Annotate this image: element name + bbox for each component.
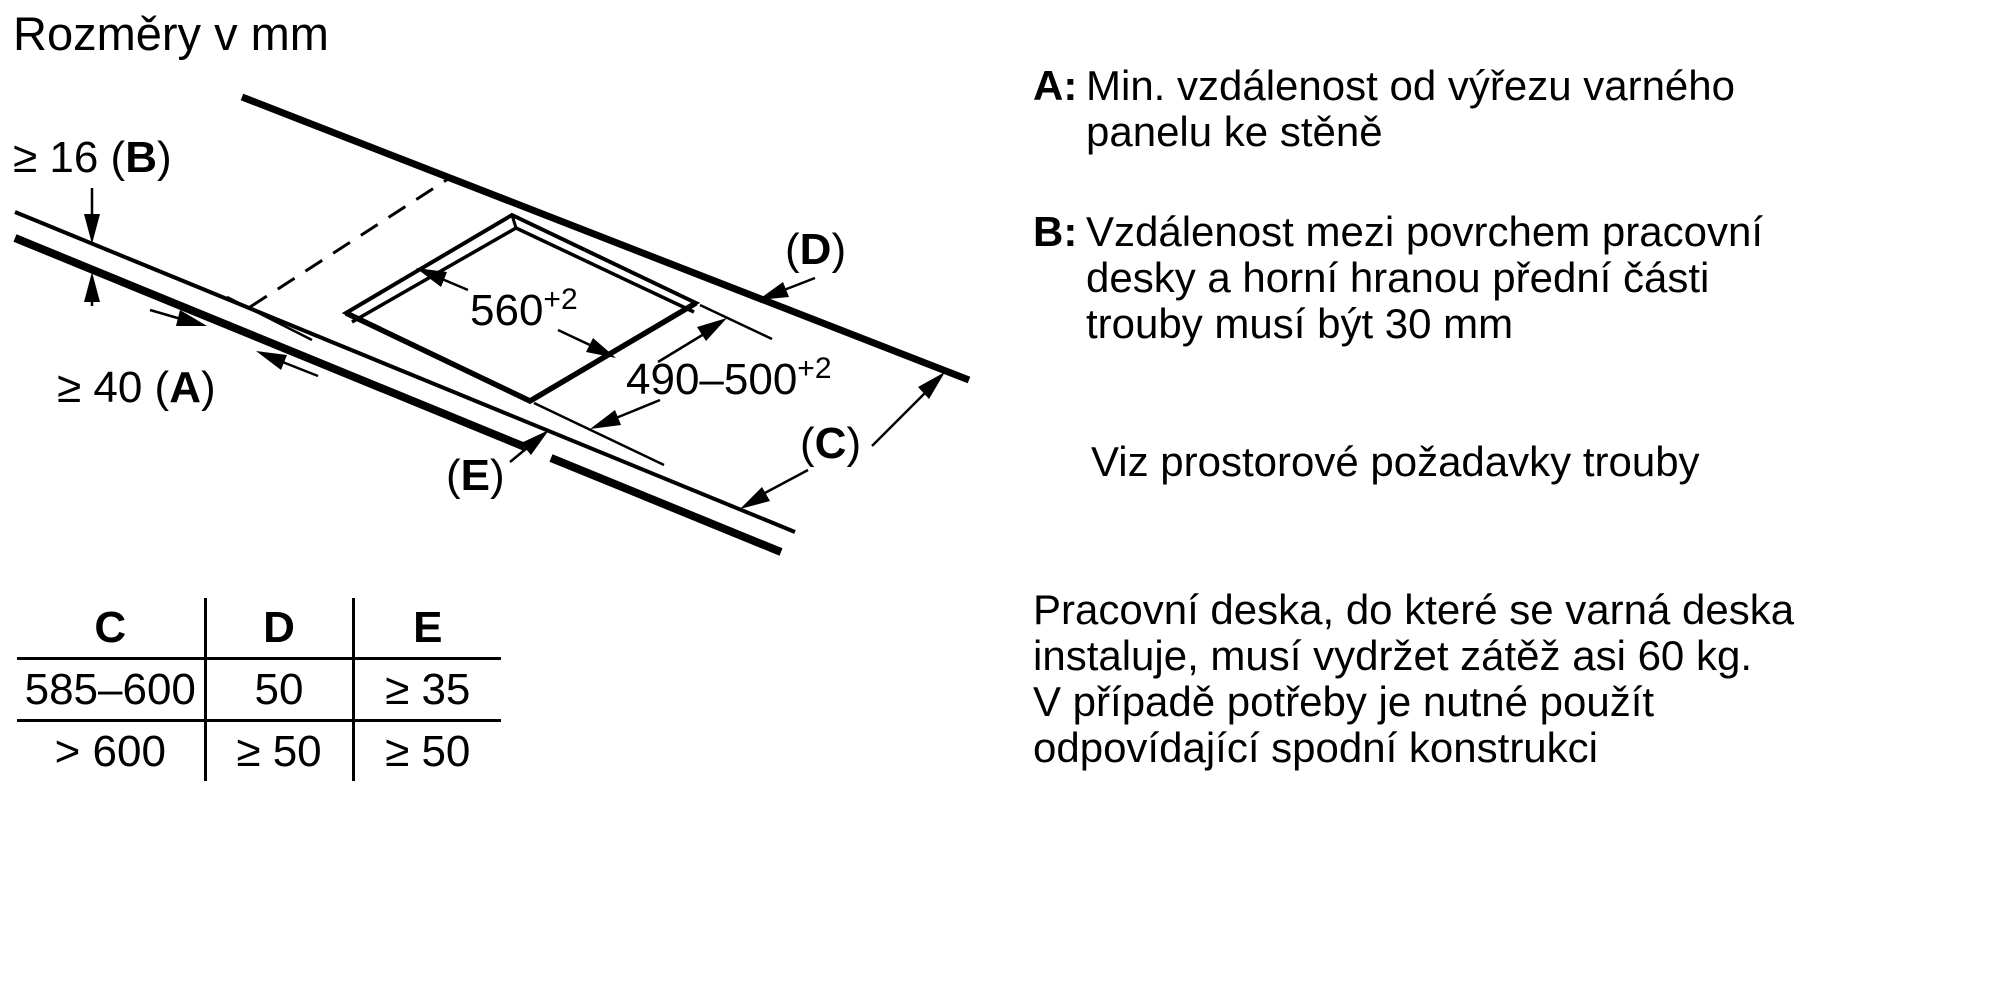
dim-width-arrowhead xyxy=(586,338,616,358)
label-d: (D) xyxy=(785,225,847,274)
table-cell: ≥ 35 xyxy=(353,659,501,721)
dim-width-leader xyxy=(558,330,592,346)
table-cell: > 600 xyxy=(54,726,166,776)
label-d-arrowhead xyxy=(758,282,789,300)
wall-line xyxy=(242,97,969,380)
page-title: Rozměry v mm xyxy=(13,7,329,60)
label-e-leader xyxy=(510,448,527,462)
dim-b-label: ≥ 16 (B) xyxy=(13,133,172,182)
dimension-table xyxy=(17,598,501,781)
note-line: Pracovní deska, do které se varná deska xyxy=(1033,586,1795,633)
dim-depth-arrowhead xyxy=(697,318,727,341)
label-c-leader xyxy=(763,470,808,494)
label-c-leader xyxy=(872,393,925,446)
dim-a-label: ≥ 40 (A) xyxy=(57,363,216,412)
table-cell: ≥ 50 xyxy=(205,721,353,782)
dim-width-leader xyxy=(442,279,468,290)
dashed-wall-projection xyxy=(250,179,448,307)
label-c-arrowhead xyxy=(740,487,770,509)
note-line: Vzdálenost mezi povrchem pracovní xyxy=(1086,208,1763,255)
note-line: trouby musí být 30 mm xyxy=(1086,300,1514,347)
note-b-label: B: xyxy=(1033,208,1078,255)
note-line: Min. vzdálenost od výřezu varného xyxy=(1086,62,1736,109)
label-d-leader xyxy=(784,278,815,290)
label-e: (E) xyxy=(446,451,505,500)
dim-a-leader xyxy=(150,310,181,319)
table-row xyxy=(17,659,501,721)
note-line: Viz prostorové požadavky trouby xyxy=(1091,438,1700,485)
note-a-label: A: xyxy=(1033,62,1078,109)
note-b xyxy=(1033,209,1763,347)
note-load-capacity xyxy=(1033,587,1794,771)
table-cell: 50 xyxy=(205,659,353,721)
note-a-text xyxy=(1086,63,1735,155)
note-line: V případě potřeby je nutné použít xyxy=(1033,678,1655,725)
table-cell: ≥ 50 xyxy=(385,726,471,776)
table-header-e: E xyxy=(353,598,501,659)
installation-diagram xyxy=(0,0,1000,580)
label-e-arrowhead xyxy=(521,430,549,455)
table-header-row xyxy=(17,598,501,659)
table-header-c: C xyxy=(17,598,205,659)
note-line: instaluje, musí vydržet zátěž asi 60 kg. xyxy=(1033,632,1752,679)
label-c: (C) xyxy=(800,419,862,468)
note-a xyxy=(1033,63,1735,155)
cutout-width-dim: $560^{+2}$ xyxy=(470,283,578,335)
dim-b-arrowhead xyxy=(84,272,100,302)
table-header-d: D xyxy=(205,598,353,659)
table-cell: 585–600 xyxy=(17,659,205,721)
note-line: odpovídající spodní konstrukci xyxy=(1033,724,1598,771)
note-line: desky a horní hranou přední části xyxy=(1086,254,1710,301)
note-line: panelu ke stěně xyxy=(1086,108,1383,155)
dim-a-arrowhead xyxy=(256,351,287,370)
dim-depth-arrowhead xyxy=(590,410,621,429)
cutout-depth-dim: $490-500^{+2}$ xyxy=(626,352,832,404)
note-oven-requirements xyxy=(1033,439,1700,485)
worktop-front-bottom-edge xyxy=(15,238,525,447)
table-row xyxy=(17,721,501,782)
note-b-text xyxy=(1086,209,1763,347)
